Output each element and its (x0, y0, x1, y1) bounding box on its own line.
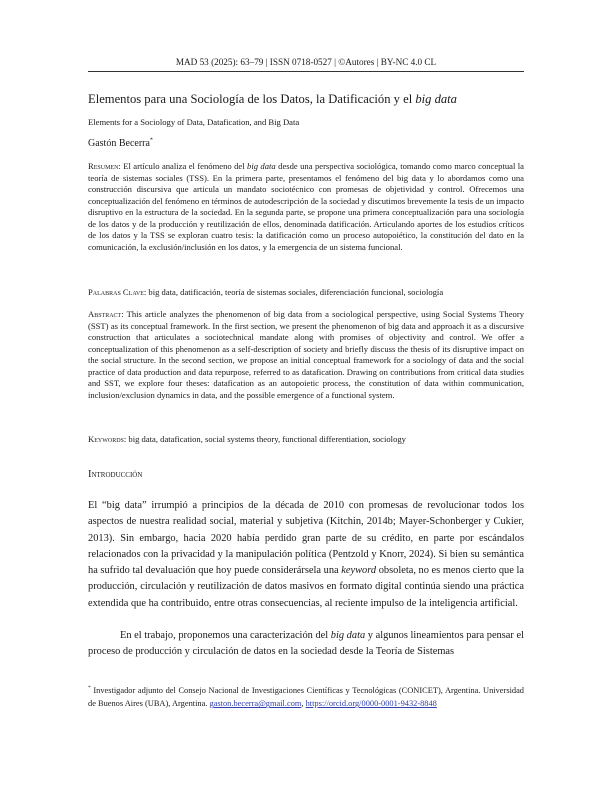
section-heading-introduccion: Introducción (88, 469, 143, 480)
author-footnote (88, 684, 524, 710)
keywords-block (88, 434, 524, 446)
author-line (88, 138, 524, 150)
footnote-separator: , (301, 699, 306, 709)
footnote-marker: * (88, 685, 91, 692)
keywords-text: : big data, datafication, social systems theory, functional differentiation, sociology (123, 434, 406, 444)
header-divider (88, 71, 524, 72)
body-paragraph-1 (88, 498, 524, 612)
article-title (88, 92, 524, 107)
palabras-clave-block (88, 287, 524, 299)
abstract-block (88, 309, 524, 401)
footnote-text: Investigador adjunto del Consejo Nacional de Investigaciones Científicas y Tecnológicas (CONICET), Argentina. Universidad de Buenos Aires (UBA), Argentina. (88, 686, 524, 709)
resumen-italic: big data (247, 161, 276, 171)
para2-text-a: En el trabajo, proponemos una caracterización del (120, 630, 331, 641)
resumen-block (88, 161, 524, 253)
author-email-link[interactable]: gaston.becerra@gmail.com (209, 699, 302, 709)
journal-citation-header: MAD 53 (2025): 63–79 | ISSN 0718-0527 | ©Autores | BY-NC 4.0 CL (175, 57, 437, 67)
author-footnote-marker[interactable]: * (149, 137, 153, 144)
resumen-text-b: desde una perspectiva sociológica, tomando como marco conceptual la teoría de sistemas sociales (TSS). En la primera parte, presentamos el fenómeno del big data y lo abordamos como una construcción discursiva que articula un mandato sociotécnico con promesas de objetividad y control. Ofrecemos una conceptualización del fenómeno en términos de autodescripción de la sociedad y discutimos brevemente la tesis de un impacto disruptivo en la estructura de la sociedad. En la segunda parte, se propone una primera conceptualización para una sociología de los datos y de la producción y reutilización de ellos, denominada datificación. Articulando aportes de los estudios críticos de los datos y la TSS se exploran cuatro tesis: la datificación como un proceso autopoiético, la constitución del dato en la comunicación, la exclusión/inclusión en los datos, y la emergencia de un sistema funcional. (88, 161, 524, 252)
body-paragraph-2 (88, 628, 524, 661)
title-italic: big data (415, 92, 457, 106)
resumen-text-a: : El artículo analiza el fenómeno del (118, 161, 248, 171)
para2-italic: big data (330, 630, 366, 641)
para2-text-b: y algunos lineamientos para pensar el proceso de producción y circulación de datos en la sociedad desde la Teoría de Sistemas (88, 630, 524, 658)
title-text: Elementos para una Sociología de los Datos, la Datificación y el (88, 92, 416, 106)
resumen-label: Resumen (88, 161, 119, 171)
palabras-clave-label: Palabras Clave (88, 287, 144, 297)
abstract-text: : This article analyzes the phenomenon of big data from a sociological perspective, using Social Systems Theory (SST) as its conceptual framework. In the first section, we present the phenomenon of big data and approach it as a discursive construction that articulates a sociotechnical mandate along with promises of objectivity and control. We offer a conceptualization of this phenomenon as a self-description of society and briefly discuss the thesis of its disruptive impact on the social structure. In the second section, we propose an initial conceptual framework for a sociology of data and the social practice of data production and data repurpose, referred to as datafication. Drawing on contributions from critical data studies and SST, we explore four theses: datafication as an autopoietic process, the constitution of data within communication, inclusion/exclusion dynamics in data, and the possible emergence of a functional system. (88, 309, 524, 400)
abstract-label: Abstract (88, 309, 122, 319)
para1-text: El “big data” irrumpió a principios de la década de 2010 con promesas de revolucionar todos los aspectos de nuestra realidad social, material y subjetiva (Kitchin, 2014b; Mayer-Schonberger y Cukier, 2013). Sin embargo, hacia 2020 había perdido gran parte de su crédito, en parte por escándalos relacionados con la privacidad y la manipulación política (Pentzold y Knorr, 2024). Si bien su semántica ha sufrido tal devaluación que hoy puede considerársela una (88, 500, 524, 576)
palabras-clave-text: : big data, datificación, teoría de sistemas sociales, diferenciación funcional, sociología (143, 287, 444, 297)
article-title-english: Elements for a Sociology of Data, Datafication, and Big Data (88, 117, 300, 127)
orcid-link[interactable]: https://orcid.org/0000-0001-9432-8848 (305, 699, 437, 709)
para1-italic: keyword (341, 565, 377, 576)
author-name: Gastón Becerra (88, 138, 150, 149)
keywords-label: Keywords (88, 434, 124, 444)
para1-end: obsoleta, no es menos cierto que la producción, circulación y reutilización de datos masivos en formato digital continúa siendo una práctica extendida que ha contribuido, entre otras consecuencias, al reciente impulso de la inteligencia artificial. (88, 565, 524, 609)
